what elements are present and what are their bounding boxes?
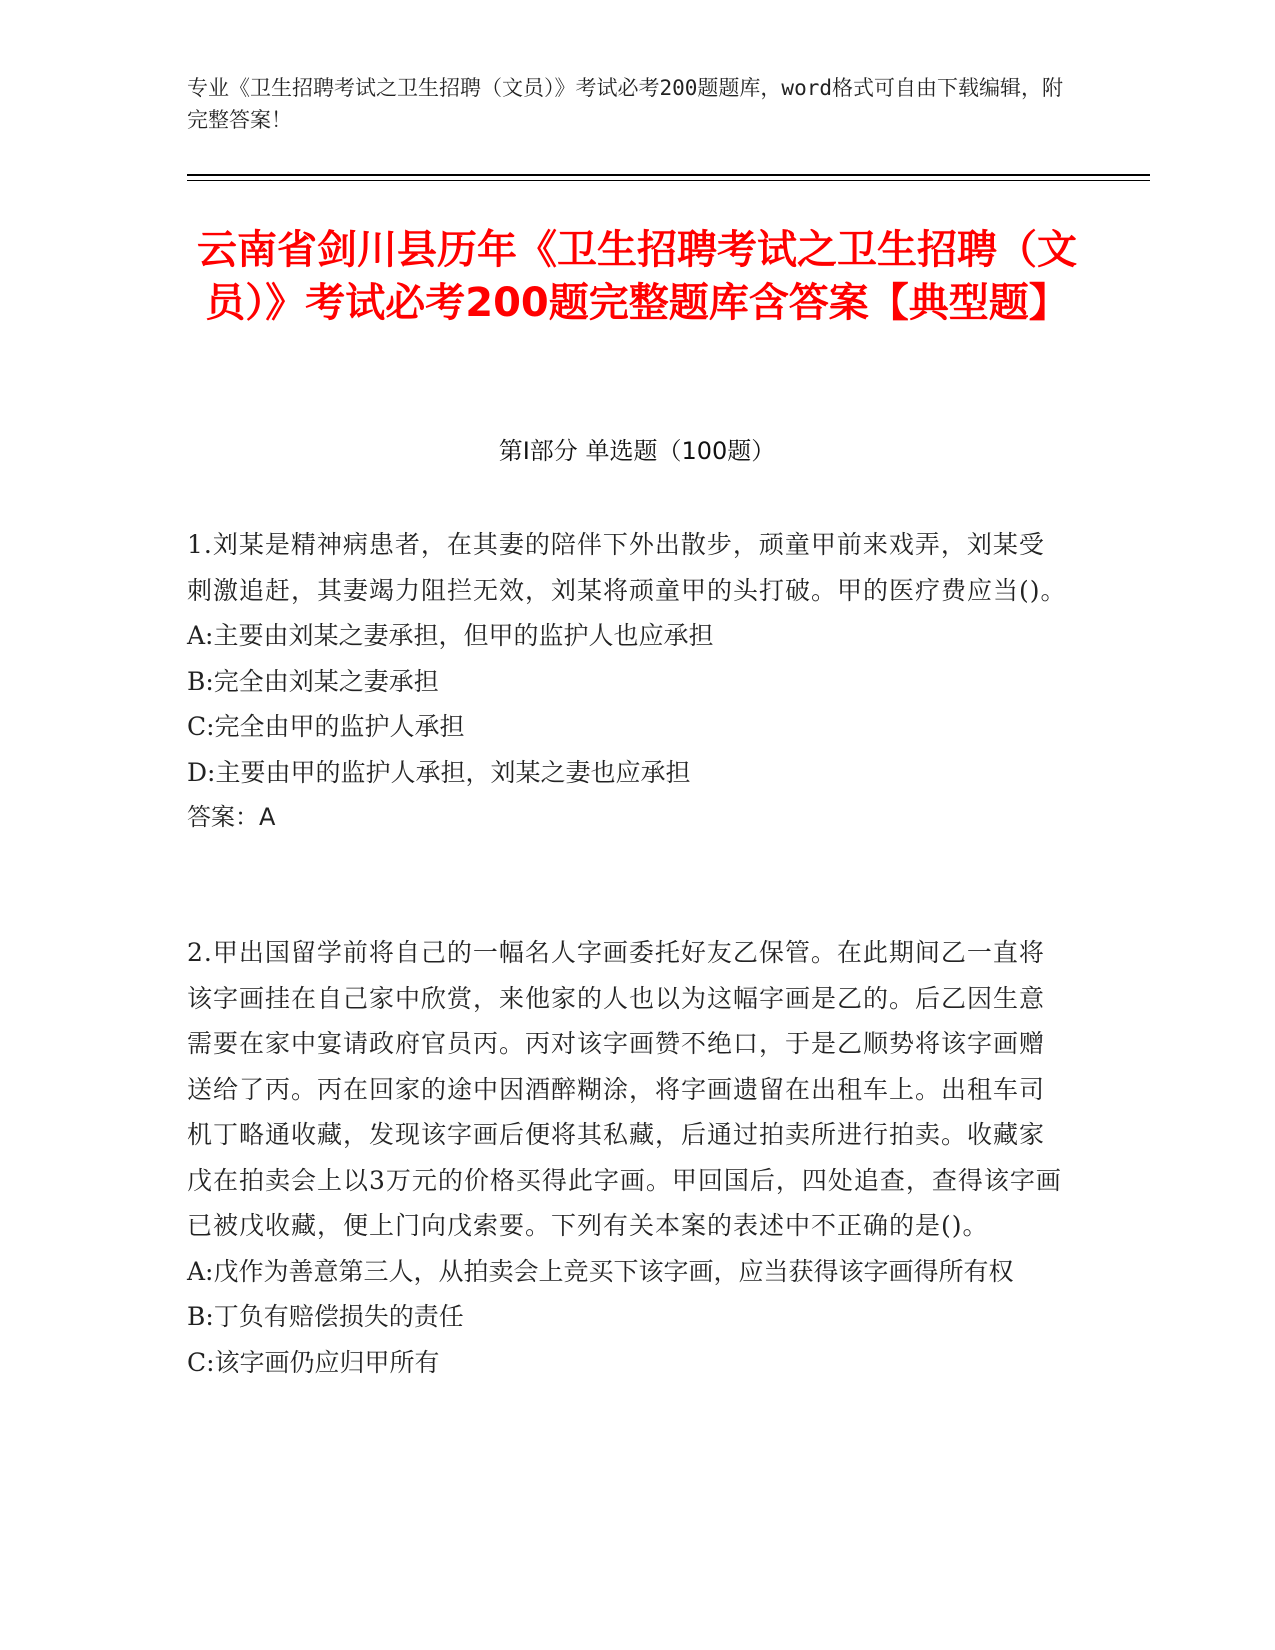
section-heading: 第Ⅰ部分 单选题（100题） <box>498 437 776 465</box>
question-1 <box>187 522 1067 841</box>
question-2 <box>187 930 1067 1385</box>
option-d: D:主要由甲的监护人承担，刘某之妻也应承担 <box>187 757 691 787</box>
option-a: A:主要由刘某之妻承担，但甲的监护人也应承担 <box>187 621 714 650</box>
question-stem: 2.甲出国留学前将自己的一幅名人字画委托好友乙保管。在此期间乙一直将该字画挂在自己家中欣赏，来他家的人也以为这幅字画是乙的。后乙因生意需要在家中宴请政府官员丙。丙对该字画赞不绝口，于是乙顺势将该字画赠送给了丙。丙在回家的途中因酒醉糊涂，将字画遗留在出租车上。出租车司机丁略通收藏，发现该字画后便将其私藏，后通过拍卖所进行拍卖。收藏家戊在拍卖会上以3万元的价格买得此字画。甲回国后，四处追查，查得该字画已被戊收藏，便上门向戊索要。下列有关本案的表述中不正确的是()。 <box>187 938 1062 1240</box>
option-b: B:完全由刘某之妻承担 <box>187 666 439 696</box>
option-c: C:完全由甲的监护人承担 <box>187 712 465 741</box>
answer-line: 答案：A <box>187 803 276 831</box>
option-a: A:戊作为善意第三人，从拍卖会上竞买下该字画，应当获得该字画得所有权 <box>187 1256 1014 1286</box>
document-title: 云南省剑川县历年《卫生招聘考试之卫生招聘（文员）》考试必考200题完整题库含答案【典型题】 <box>197 227 1077 326</box>
header-rule-thin <box>187 180 1150 181</box>
question-stem: 1.刘某是精神病患者，在其妻的陪伴下外出散步，顽童甲前来戏弄，刘某受刺激追赶，其妻竭力阻拦无效，刘某将顽童甲的头打破。甲的医疗费应当()。 <box>187 530 1067 605</box>
option-b: B:丁负有赔偿损失的责任 <box>187 1302 464 1331</box>
header-rule-thick <box>187 174 1150 176</box>
header-note: 专业《卫生招聘考试之卫生招聘（文员）》考试必考200题题库，word格式可自由下载编辑，附完整答案！ <box>187 76 1063 132</box>
option-c: C:该字画仍应归甲所有 <box>187 1347 440 1377</box>
